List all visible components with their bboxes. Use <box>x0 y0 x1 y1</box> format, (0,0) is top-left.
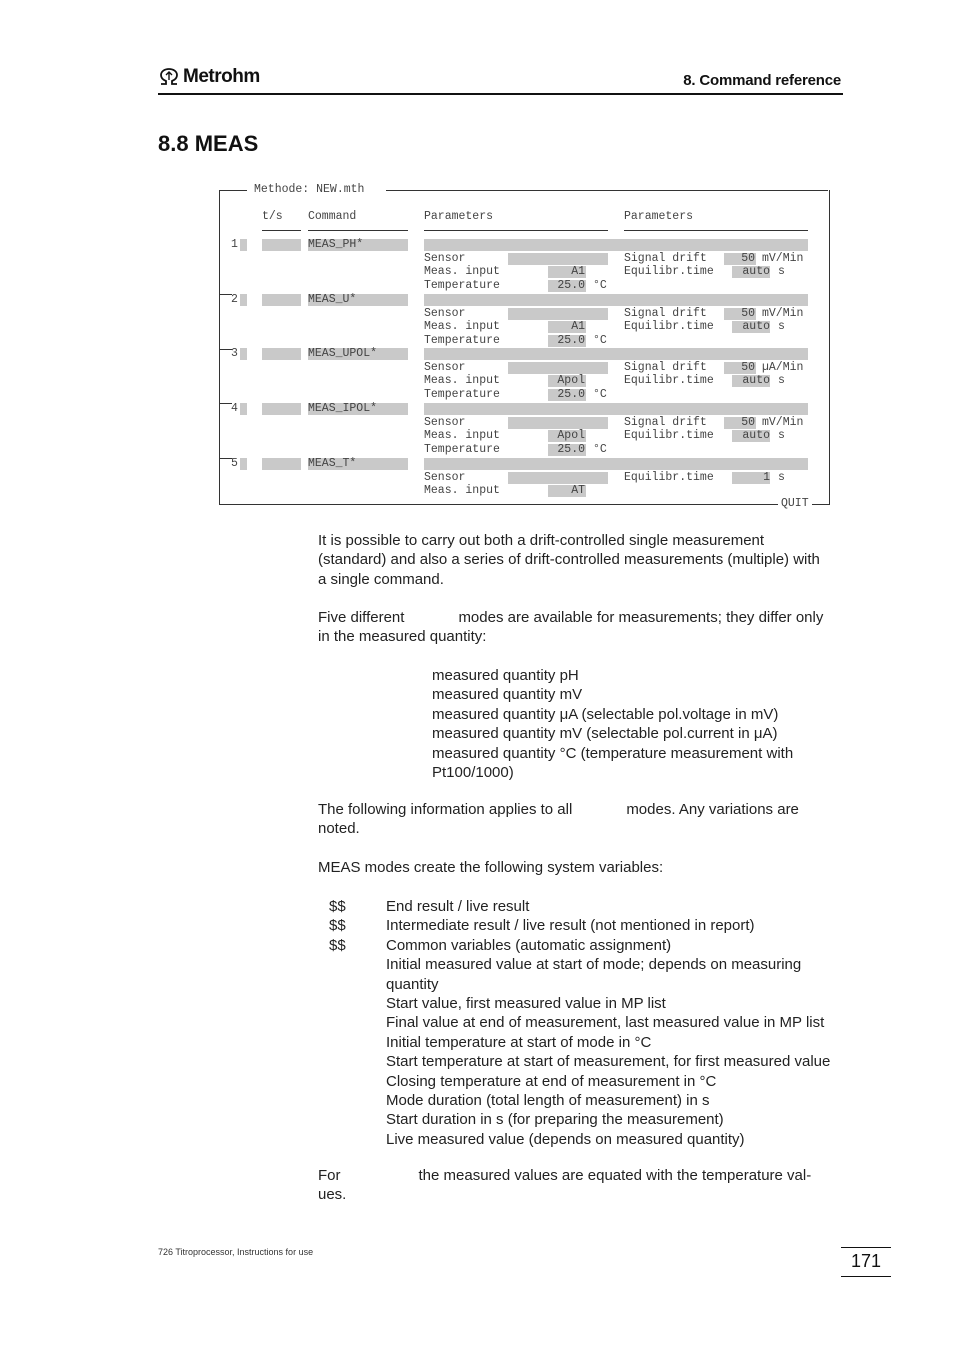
command-name: MEAS_UPOL* <box>308 347 378 360</box>
param-equilibr-unit: s <box>778 320 785 334</box>
param-drift-value: 50 <box>741 251 755 265</box>
param-drift-unit: mV/Min <box>762 415 804 429</box>
param-input-label: Meas. input <box>424 265 500 279</box>
param-input-label: Meas. input <box>424 484 500 498</box>
param-temp-label: Temperature <box>424 334 500 348</box>
applies-paragraph: The following information applies to all modes. Any variations are noted. <box>318 801 799 838</box>
param-drift-unit: mV/Min <box>762 251 804 265</box>
modes-intro: Five different modes are available for measurements; they differ only in the measured quantity: <box>318 609 824 646</box>
col-command: Command <box>308 210 357 223</box>
param-equilibr-value: 1 <box>763 470 770 484</box>
param-equilibr-value: auto <box>742 429 770 443</box>
col-params-2: Parameters <box>624 210 694 223</box>
command-name: MEAS_PH* <box>308 238 364 251</box>
row-number: 2 <box>231 293 238 306</box>
param-temp-label: Temperature <box>424 279 500 293</box>
param-input-value: Apol <box>557 429 585 443</box>
param-temp-unit: °C <box>593 334 607 348</box>
param-equilibr-value: auto <box>742 374 770 388</box>
param-equilibr-label: Equilibr.time <box>624 320 714 334</box>
param-drift-value: 50 <box>741 415 755 429</box>
page-number: 171 <box>850 1251 882 1271</box>
col-params-1: Parameters <box>424 210 494 223</box>
param-equilibr-unit: s <box>778 429 785 443</box>
param-temp-value: 25.0 <box>557 279 585 293</box>
param-temp-unit: °C <box>593 388 607 402</box>
param-temp-label: Temperature <box>424 443 500 457</box>
param-input-label: Meas. input <box>424 374 500 388</box>
section-header: 8. Command reference <box>683 72 841 89</box>
param-temp-value: 25.0 <box>557 443 585 457</box>
quit-label: QUIT <box>778 497 812 510</box>
param-drift-value: 50 <box>741 306 755 320</box>
param-temp-unit: °C <box>593 443 607 457</box>
param-input-label: Meas. input <box>424 320 500 334</box>
param-drift-label: Signal drift <box>624 360 707 374</box>
window-title: Methode: NEW.mth <box>254 183 365 196</box>
command-name: MEAS_T* <box>308 457 357 470</box>
param-temp-value: 25.0 <box>557 334 585 348</box>
param-equilibr-unit: s <box>778 374 785 388</box>
modes-list: measured quantity pH measured quantity mV measured quantity μA (selectable pol.voltage in mV) measured quantity mV (selectable pol.current in μA) measured quantity °C (temperature measurement with Pt100/1000) <box>432 667 794 782</box>
row-number: 3 <box>231 347 238 360</box>
param-input-value: Apol <box>557 374 585 388</box>
param-temp-unit: °C <box>593 279 607 293</box>
row-number: 5 <box>231 457 238 470</box>
param-drift-unit: µA/Min <box>762 360 804 374</box>
param-input-value: A1 <box>571 320 585 334</box>
param-sensor-label: Sensor <box>424 415 466 429</box>
row-number: 1 <box>231 238 238 251</box>
param-sensor-label: Sensor <box>424 306 466 320</box>
param-equilibr-unit: s <box>778 265 785 279</box>
param-equilibr-label: Equilibr.time <box>624 374 714 388</box>
row-number: 4 <box>231 402 238 415</box>
command-name: MEAS_U* <box>308 293 357 306</box>
param-equilibr-label: Equilibr.time <box>624 470 714 484</box>
vars-intro: MEAS modes create the following system variables: <box>318 859 664 876</box>
param-equilibr-value: auto <box>742 265 770 279</box>
command-name: MEAS_IPOL* <box>308 402 378 415</box>
param-equilibr-label: Equilibr.time <box>624 429 714 443</box>
param-temp-label: Temperature <box>424 388 500 402</box>
param-input-value: A1 <box>571 265 585 279</box>
temperature-note: For the measured values are equated with the temperature val- ues. <box>318 1167 812 1204</box>
footer-doc-title: 726 Titroprocessor, Instructions for use <box>158 1247 314 1257</box>
var-prefixes: $$ $$ $$ <box>329 898 346 954</box>
param-drift-label: Signal drift <box>624 306 707 320</box>
param-drift-value: 50 <box>741 360 755 374</box>
system-variables-list: End result / live result Intermediate result / live result (not mentioned in report) Common variables (automatic assignment) Initial measured value at start of mode; depends on measuring quantity Start value, first measured value in MP list Final value at end of measurement, last measured value in MP list Initial temperature at start of mode in °C Start temperature at start of measurement, for first measured value Closing temperature at end of measurement in °C Mode duration (total length of measurement) in s Start duration in s (for preparing the measurement) Live measured value (depends on measured quantity) <box>386 898 831 1148</box>
brand-name: Metrohm <box>183 66 260 87</box>
param-drift-label: Signal drift <box>624 415 707 429</box>
param-input-label: Meas. input <box>424 429 500 443</box>
param-input-value: AT <box>571 484 585 498</box>
param-sensor-label: Sensor <box>424 360 466 374</box>
intro-paragraph: It is possible to carry out both a drift-controlled single measurement (standard) and also a series of drift-controlled measurements (multiple) with a single command. <box>318 532 820 588</box>
param-drift-unit: mV/Min <box>762 306 804 320</box>
col-ts: t/s <box>262 210 283 223</box>
param-equilibr-label: Equilibr.time <box>624 265 714 279</box>
param-sensor-label: Sensor <box>424 251 466 265</box>
param-temp-value: 25.0 <box>557 388 585 402</box>
param-equilibr-unit: s <box>778 470 785 484</box>
param-drift-label: Signal drift <box>624 251 707 265</box>
param-sensor-label: Sensor <box>424 470 466 484</box>
page-title: 8.8 MEAS <box>158 131 259 156</box>
param-equilibr-value: auto <box>742 320 770 334</box>
